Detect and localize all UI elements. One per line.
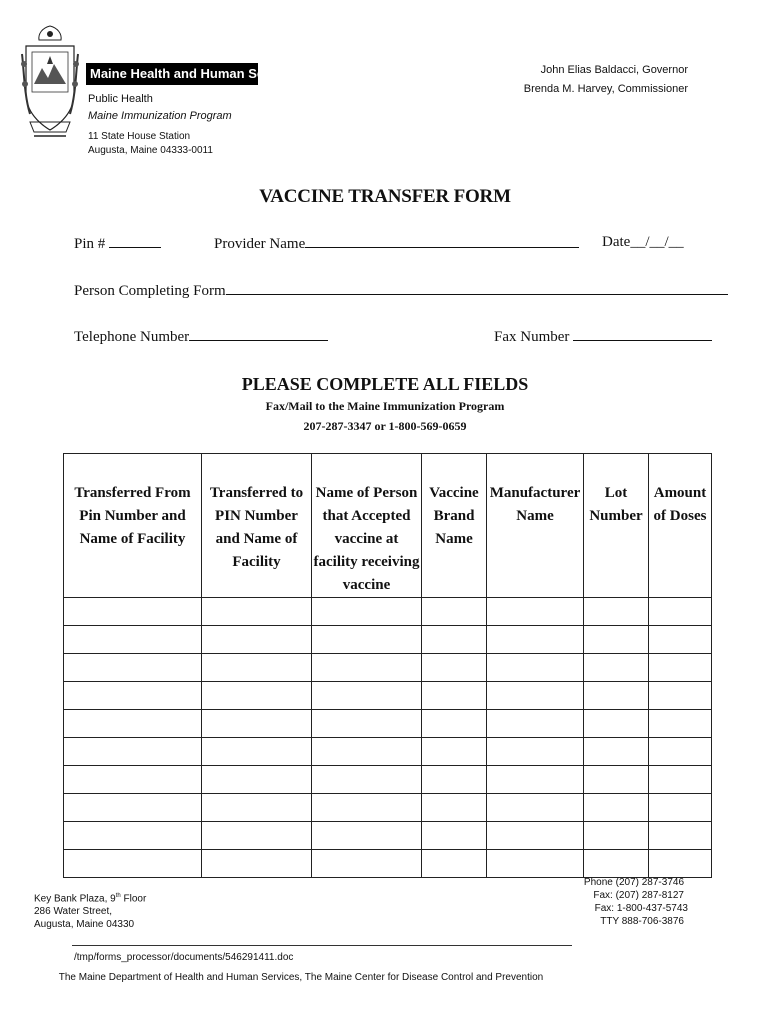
date-field[interactable] [602, 234, 684, 251]
table-cell[interactable] [487, 794, 584, 822]
program-phone-numbers: 207-287-3347 or 1-800-569-0659 [303, 419, 467, 433]
table-cell[interactable] [422, 682, 487, 710]
table-row [64, 626, 712, 654]
table-cell[interactable] [312, 710, 422, 738]
fax-field[interactable] [494, 327, 712, 346]
table-cell[interactable] [649, 626, 712, 654]
footer-address-line1: Key Bank Plaza, 9th Floor [34, 893, 147, 905]
provider-name-field[interactable] [214, 234, 579, 253]
footer-address-line2: 286 Water Street, [34, 906, 112, 917]
table-cell[interactable] [584, 682, 649, 710]
column-header-doses: Amount of Doses [649, 454, 712, 598]
table-cell[interactable] [202, 766, 312, 794]
table-cell[interactable] [312, 766, 422, 794]
table-cell[interactable] [487, 682, 584, 710]
table-cell[interactable] [312, 654, 422, 682]
table-cell[interactable] [584, 598, 649, 626]
table-cell[interactable] [422, 626, 487, 654]
table-cell[interactable] [487, 626, 584, 654]
letterhead-address-line2: Augusta, Maine 04333-0011 [88, 145, 213, 156]
pin-input-line[interactable] [109, 234, 161, 248]
column-header-accepted-by: Name of Person that Accepted vaccine at facility receiving vaccine [312, 454, 422, 598]
table-cell[interactable] [202, 626, 312, 654]
date-label: Date [602, 234, 631, 250]
table-row [64, 794, 712, 822]
table-cell[interactable] [584, 766, 649, 794]
table-cell[interactable] [649, 766, 712, 794]
table-cell[interactable] [422, 766, 487, 794]
table-cell[interactable] [649, 682, 712, 710]
table-row [64, 822, 712, 850]
table-cell[interactable] [312, 738, 422, 766]
department-line: The Maine Department of Health and Human Services, The Maine Center for Disease Control and Prevention [58, 972, 544, 983]
table-cell[interactable] [584, 626, 649, 654]
table-cell[interactable] [649, 598, 712, 626]
table-cell[interactable] [422, 822, 487, 850]
table-cell[interactable] [64, 766, 202, 794]
table-cell[interactable] [64, 654, 202, 682]
fax-mail-instruction: Fax/Mail to the Maine Immunization Program [265, 399, 505, 413]
table-cell[interactable] [487, 598, 584, 626]
table-cell[interactable] [487, 738, 584, 766]
agency-name-banner: Maine Health and Human Services [86, 63, 258, 85]
table-row [64, 738, 712, 766]
table-cell[interactable] [312, 682, 422, 710]
table-cell[interactable] [584, 738, 649, 766]
table-cell[interactable] [649, 738, 712, 766]
table-cell[interactable] [202, 738, 312, 766]
fax-input-line[interactable] [573, 327, 712, 341]
telephone-label: Telephone Number [74, 329, 190, 345]
column-header-manufacturer: Manufacturer Name [487, 454, 584, 598]
table-header-row [64, 454, 712, 598]
column-header-brand: Vaccine Brand Name [422, 454, 487, 598]
maine-state-seal-icon [20, 24, 80, 142]
footer-phone: Phone (207) 287-3746 [583, 877, 684, 888]
table-row [64, 682, 712, 710]
division-name: Public Health [88, 93, 153, 105]
provider-name-input-line[interactable] [305, 234, 579, 248]
table-cell[interactable] [312, 850, 422, 878]
table-cell[interactable] [422, 738, 487, 766]
telephone-input-line[interactable] [189, 327, 328, 341]
table-cell[interactable] [202, 822, 312, 850]
table-cell[interactable] [584, 850, 649, 878]
table-cell[interactable] [487, 850, 584, 878]
table-cell[interactable] [422, 598, 487, 626]
person-completing-input-line[interactable] [226, 281, 728, 295]
column-header-from: Transferred From Pin Number and Name of Facility [64, 454, 202, 598]
column-header-lot: Lot Number [584, 454, 649, 598]
table-cell[interactable] [649, 850, 712, 878]
footer-fax1: Fax: (207) 287-8127 [593, 890, 684, 901]
table-cell[interactable] [649, 794, 712, 822]
table-cell[interactable] [64, 738, 202, 766]
table-row [64, 598, 712, 626]
pin-label: Pin # [74, 236, 106, 252]
form-title: VACCINE TRANSFER FORM [259, 186, 511, 207]
table-cell[interactable] [312, 626, 422, 654]
footer-divider [72, 945, 572, 946]
table-cell[interactable] [487, 654, 584, 682]
table-cell[interactable] [202, 598, 312, 626]
transfer-table [63, 453, 712, 878]
table-cell[interactable] [64, 598, 202, 626]
telephone-field[interactable] [74, 327, 328, 346]
table-cell[interactable] [202, 794, 312, 822]
table-cell[interactable] [64, 682, 202, 710]
footer-tty: TTY 888-706-3876 [600, 916, 684, 927]
table-cell[interactable] [584, 654, 649, 682]
table-row [64, 710, 712, 738]
table-cell[interactable] [202, 654, 312, 682]
table-cell[interactable] [584, 794, 649, 822]
table-cell[interactable] [487, 710, 584, 738]
program-name: Maine Immunization Program [88, 110, 232, 122]
table-cell[interactable] [422, 794, 487, 822]
commissioner-name: Brenda M. Harvey, Commissioner [523, 83, 688, 95]
column-header-to: Transferred to PIN Number and Name of Facility [202, 454, 312, 598]
table-cell[interactable] [649, 710, 712, 738]
table-cell[interactable] [584, 710, 649, 738]
table-cell[interactable] [422, 710, 487, 738]
table-cell[interactable] [312, 822, 422, 850]
table-cell[interactable] [312, 794, 422, 822]
table-cell[interactable] [64, 822, 202, 850]
provider-name-label: Provider Name [214, 236, 306, 252]
pin-field[interactable] [74, 234, 161, 253]
instruction-heading: PLEASE COMPLETE ALL FIELDS [241, 374, 529, 394]
table-cell[interactable] [584, 822, 649, 850]
table-cell[interactable] [649, 822, 712, 850]
table-cell[interactable] [422, 850, 487, 878]
person-completing-field[interactable] [74, 281, 728, 300]
table-cell[interactable] [202, 850, 312, 878]
document-path: /tmp/forms_processor/documents/546291411.doc [74, 952, 294, 963]
table-row [64, 654, 712, 682]
date-input-blanks[interactable]: __/__/__ [630, 234, 684, 250]
person-completing-label: Person Completing Form [74, 283, 226, 299]
governor-name: John Elias Baldacci, Governor [540, 64, 688, 76]
table-cell[interactable] [64, 626, 202, 654]
table-cell[interactable] [649, 654, 712, 682]
table-cell[interactable] [64, 850, 202, 878]
table-cell[interactable] [312, 598, 422, 626]
footer-address-line3: Augusta, Maine 04330 [34, 919, 135, 930]
table-cell[interactable] [422, 654, 487, 682]
table-row [64, 766, 712, 794]
table-row [64, 850, 712, 878]
letterhead-address-line1: 11 State House Station [88, 131, 191, 142]
fax-label: Fax Number [494, 329, 570, 345]
table-cell[interactable] [202, 682, 312, 710]
table-cell[interactable] [487, 766, 584, 794]
table-cell[interactable] [487, 822, 584, 850]
table-cell[interactable] [64, 710, 202, 738]
footer-fax2: Fax: 1-800-437-5743 [594, 903, 688, 914]
table-cell[interactable] [202, 710, 312, 738]
table-cell[interactable] [64, 794, 202, 822]
